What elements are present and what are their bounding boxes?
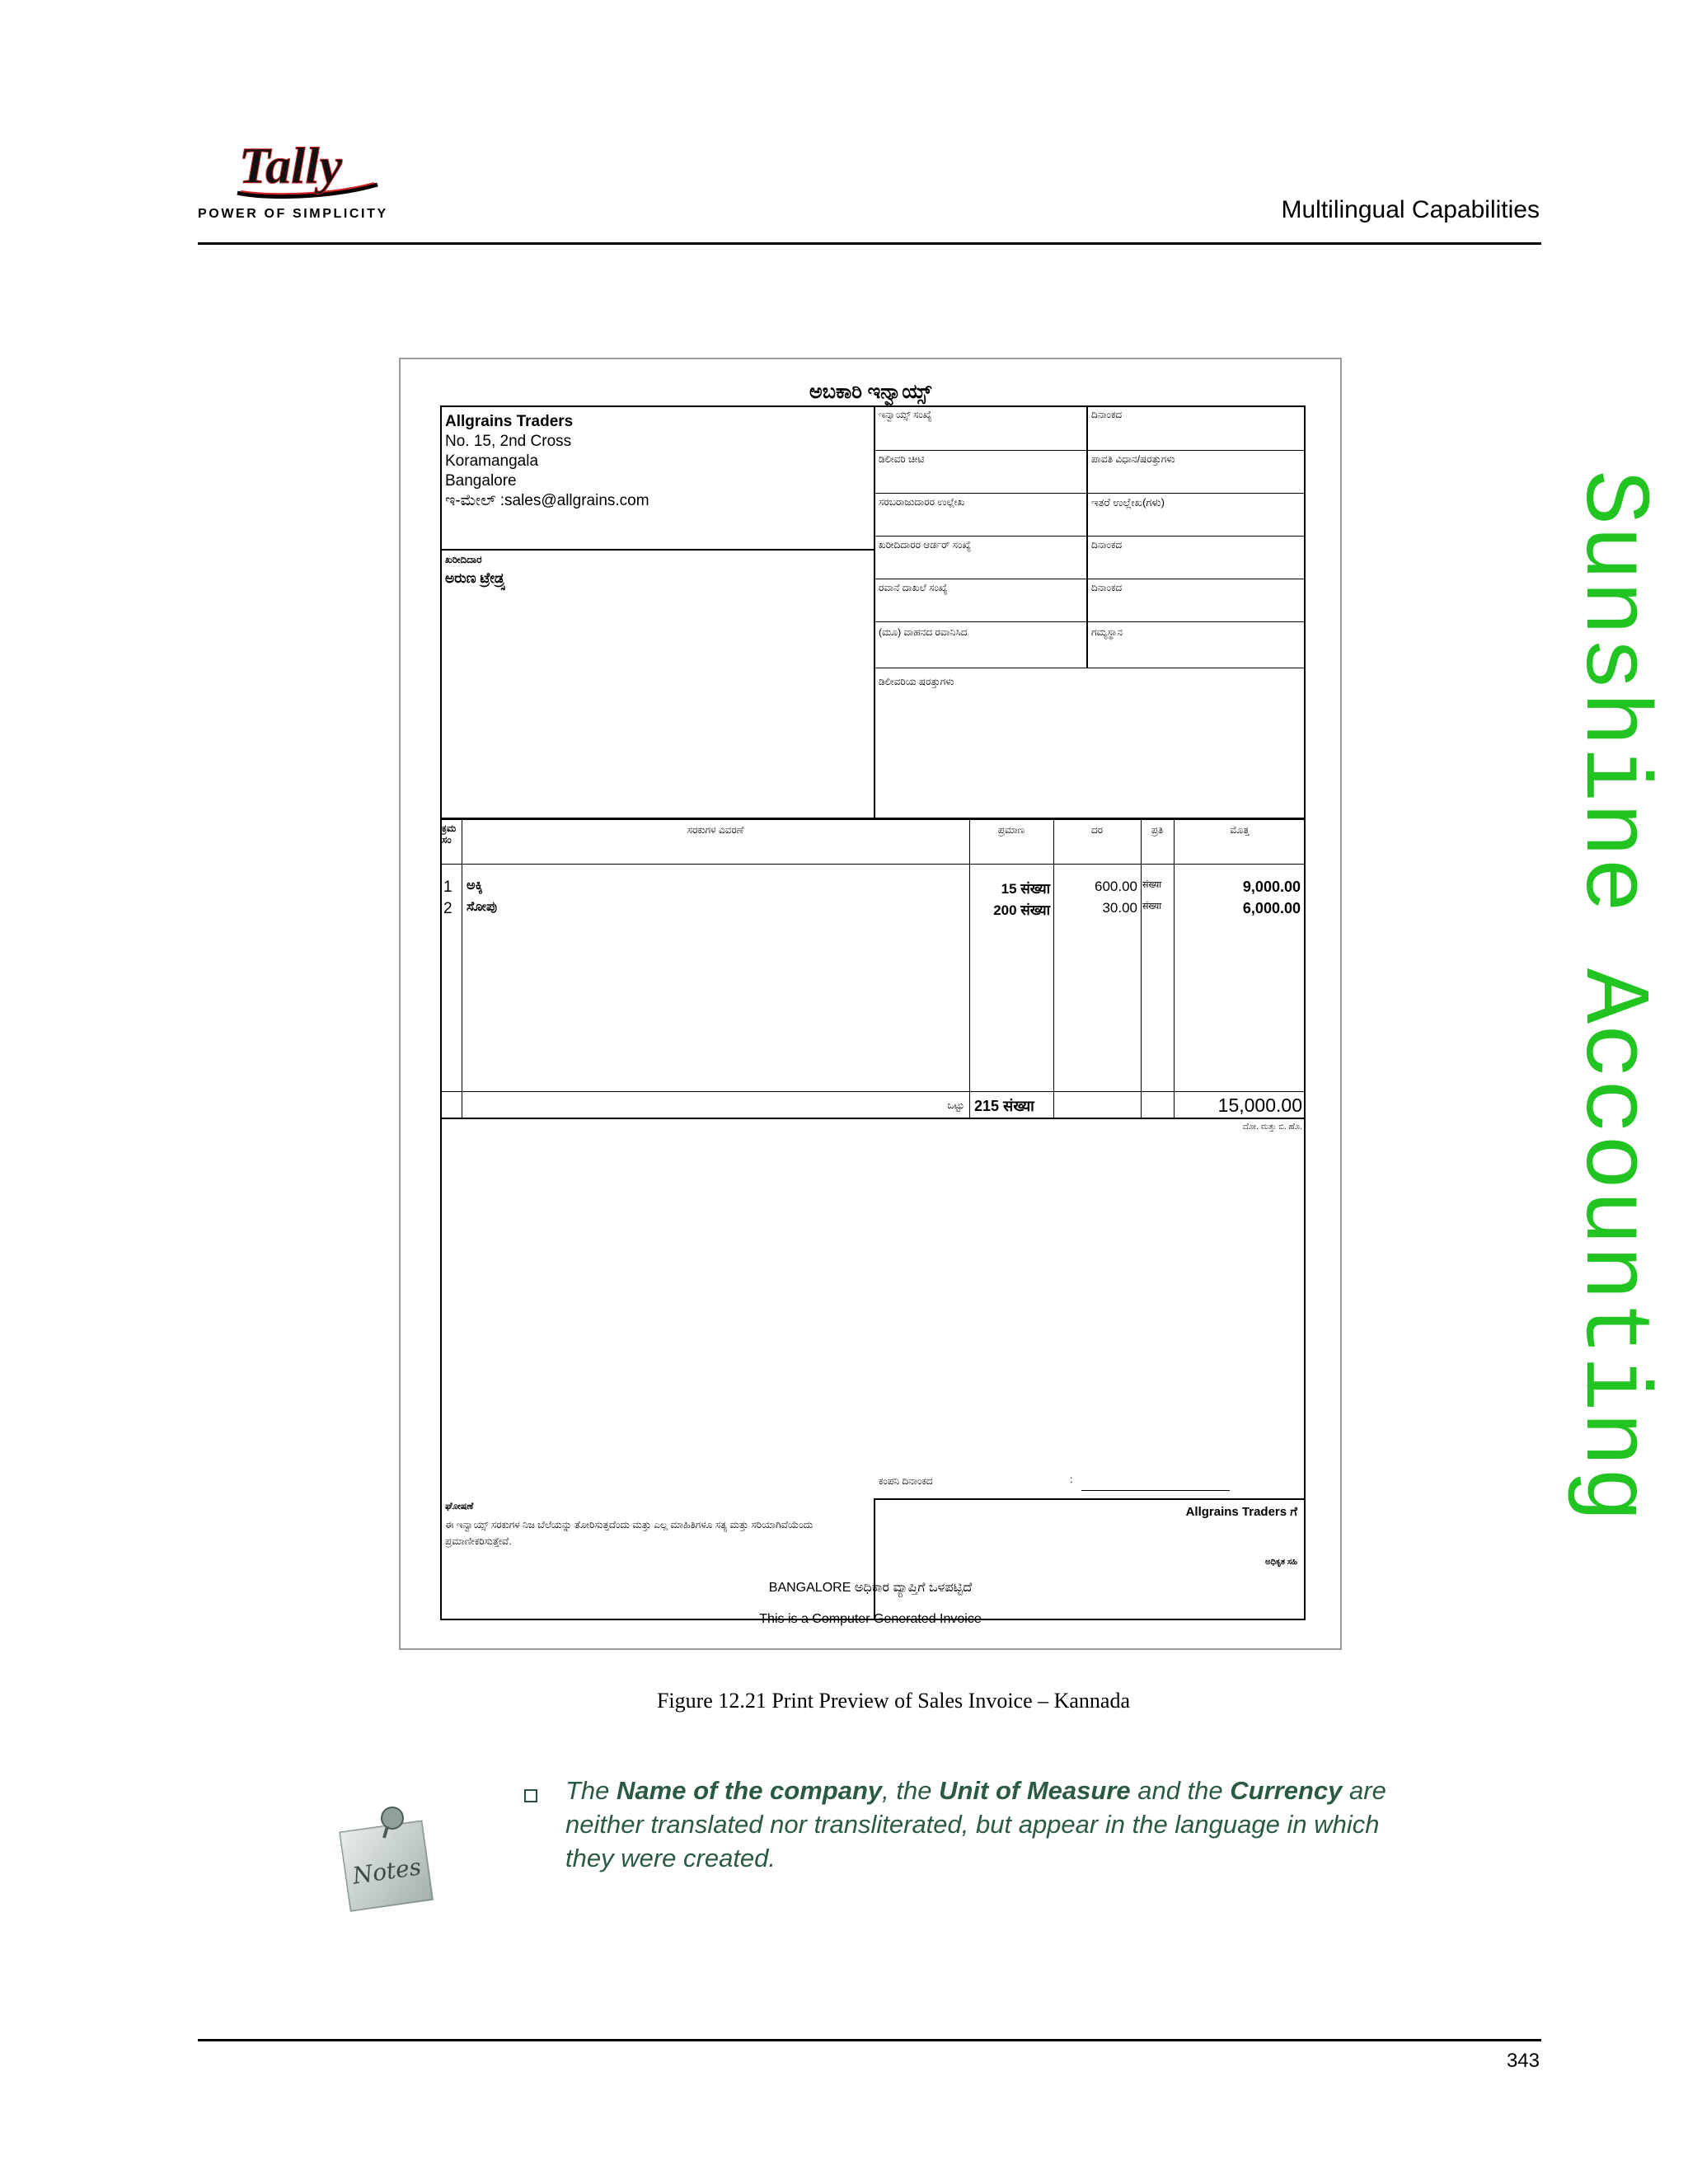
tax-colon: : [1070, 1474, 1073, 1485]
item-2-per: संख्या [1142, 902, 1162, 912]
item-1-quantity: 15 संख्या [1001, 881, 1050, 897]
svg-text:Notes: Notes [350, 1853, 423, 1890]
col-sl: ಕ್ರಮ ಸಂ [442, 823, 457, 846]
field-dispatch-date: ದಿನಾಂಕದ [1091, 582, 1123, 593]
company-name: Allgrains Traders [445, 413, 574, 430]
item-1-per: संख्या [1142, 880, 1162, 890]
col-per: ಪ್ರತಿ [1151, 824, 1164, 836]
field-order-date: ದಿನಾಂಕದ [1091, 539, 1123, 551]
tax-label: ಕಂಪನಿ ದಿನಾಂಕದ [879, 1475, 933, 1487]
jurisdiction: BANGALORE ಅಧಿಕಾರ ವ್ಯಾಪ್ತಿಗೆ ಒಳಪಟ್ಟಿದೆ [768, 1581, 973, 1595]
col-rate: ದರ [1090, 824, 1104, 836]
field-payment-terms: ಪಾವತಿ ವಿಧಾನ/ಷರತ್ತುಗಳು [1091, 453, 1175, 465]
item-1-description: ಅಕ್ಕಿ [467, 879, 483, 893]
total-label: ಒಟ್ಟು [947, 1099, 964, 1111]
invoice-preview-figure [399, 358, 1342, 1650]
header-rule [198, 242, 1541, 245]
note-bullet-icon [524, 1789, 537, 1802]
authorised-signatory: ಅಧಿಕೃತ ಸಹಿ [1265, 1558, 1297, 1567]
tally-logo [232, 135, 381, 201]
footer-rule [198, 2039, 1541, 2041]
note-text: The Name of the company, the Unit of Measure and the Currency are neither translated nor transliterated, but appear in the language in which they were created. [565, 1776, 1386, 1872]
item-2-rate: 30.00 [1102, 900, 1137, 916]
item-2-description: ಸೋಪು [467, 900, 497, 914]
svg-text:Tally: Tally [239, 138, 343, 194]
item-1-sl: 1 [443, 879, 452, 896]
field-dispatched-through: (ಮೂ) ವಾಹನದ ರವಾನಿಸಿದ [879, 626, 968, 638]
field-destination: ಗಮ್ಯಸ್ಥಾನ [1091, 626, 1123, 638]
computer-generated-note: This is a Computer Generated Invoice [759, 1612, 982, 1626]
item-2-sl: 2 [443, 900, 452, 917]
item-1-amount: 9,000.00 [1242, 879, 1301, 895]
field-delivery-note: ಡಿಲೀವರಿ ಚೀಟಿ [879, 453, 925, 465]
col-description: ಸರಕುಗಳ ವಿವರಣೆ [687, 824, 744, 836]
item-2-amount: 6,000.00 [1242, 900, 1301, 916]
item-1-rate: 600.00 [1095, 879, 1137, 894]
page-number: 343 [1506, 2050, 1540, 2072]
notes-icon [333, 1797, 440, 1912]
declaration-label: ಘೋಷಣೆ [445, 1502, 474, 1511]
field-invoice-no: ಇನ್ವಾಯ್ಸ್ ಸಂಖ್ಯೆ [879, 409, 932, 420]
logo-tagline: POWER OF SIMPLICITY [198, 207, 388, 221]
company-address-2: Koramangala [445, 452, 539, 470]
invoice-border [440, 405, 1306, 1620]
field-delivery-terms: ಡಿಲೀವರಿಯ ಷರತ್ತುಗಳು [879, 676, 954, 687]
company-address-3: Bangalore [445, 472, 517, 490]
company-email: ಇ-ಮೇಲ್ :sales@allgrains.com [445, 492, 649, 509]
field-date: ದಿನಾಂಕದ [1091, 409, 1123, 420]
section-title: Multilingual Capabilities [1281, 196, 1540, 223]
eoe-note: ದೋ. ಮತ್ತು ಬಿ. ಹೊ. [1242, 1122, 1302, 1132]
figure-caption: Figure 12.21 Print Preview of Sales Invoice – Kannada [656, 1689, 1131, 1713]
col-quantity: ಪ್ರಮಾಣ [997, 824, 1025, 836]
invoice-title: ಅಬಕಾರಿ ಇನ್ವಾಯ್ಸ್ [809, 381, 932, 403]
watermark-text: Sunshine Accounting [1559, 470, 1664, 1523]
declaration-text: ಈ ಇನ್ವಾಯ್ಸ್ ಸರಕುಗಳ ನಿಜ ಬೆಲೆಯನ್ನು ತೋರಿಸುತ್ತದೆಂದು ಮತ್ತು ಎಲ್ಲ ಮಾಹಿತಿಗಳೂ ಸತ್ಯ ಮತ್ತು ಸರಿಯಾಗಿವೆಯೆಂದು ಪ್ರಮಾಣೀಕರಿಸುತ್ತೇವೆ. [445, 1519, 814, 1547]
company-block [445, 412, 865, 511]
col-amount: ಮೊತ್ತ [1230, 824, 1250, 836]
field-other-ref: ಇತರೆ ಉಲ್ಲೇಖ(ಗಳು) [1091, 496, 1165, 509]
field-dispatch-doc: ರವಾನೆ ದಾಖಲೆ ಸಂಖ್ಯೆ [879, 582, 948, 593]
watermark [1559, 470, 1664, 1739]
buyer-label: ಖರೀದಿದಾರ [445, 554, 482, 565]
total-amount: 15,000.00 [1217, 1094, 1302, 1116]
field-supplier-ref: ಸರಬರಾಜುದಾರರ ಉಲ್ಲೇಖ [879, 496, 965, 508]
for-company: Allgrains Traders ಗೆ [1185, 1505, 1297, 1519]
company-address-1: No. 15, 2nd Cross [445, 433, 572, 450]
field-buyer-order: ಖರೀದಿದಾರರ ಆರ್ಡರ್ ಸಂಖ್ಯೆ [879, 539, 972, 551]
item-2-quantity: 200 संख्या [993, 902, 1050, 918]
total-quantity: 215 संख्या [974, 1098, 1034, 1114]
buyer-name: ಅರುಣ ಟ್ರೇಡ್ರ್ಸ [445, 570, 507, 586]
